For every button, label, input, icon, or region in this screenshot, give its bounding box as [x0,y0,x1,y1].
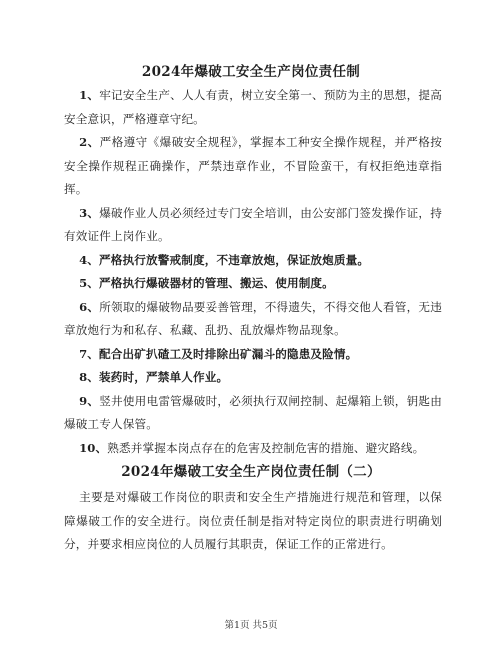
item-text: 严格遵守《爆破安全规程》，掌握本工种安全操作规程，并严格按安全操作规程正确操作，严禁违章作业，不冒险蛮干，有权拒绝违章指挥。 [64,135,442,196]
item-text: 熟悉并掌握本岗点存在的危害及控制危害的措施、避灾路线。 [107,440,425,455]
list-item [64,249,442,273]
item-text: 严格执行爆破器材的管理、搬运、使用制度。 [99,276,334,290]
item-number: 7、 [79,346,100,361]
list-item [64,131,442,202]
list-item [64,84,442,131]
list-item [64,343,442,367]
item-number: 6、 [79,299,100,314]
item-number: 8、 [79,370,100,384]
responsibility-list [64,84,442,460]
item-number: 10、 [79,440,108,455]
document-title: 2024年爆破工安全生产岗位责任制 [141,64,361,80]
section-title-2: 2024年爆破工安全生产岗位责任制（二） [121,464,381,480]
item-text: 所领取的爆破物品要妥善管理，不得遗失，不得交他人看管，无违章放炮行为和私存、私藏、乱扔、乱放爆炸物品现象。 [64,299,442,337]
item-number: 5、 [79,276,100,290]
list-item [64,202,442,249]
item-number: 2、 [79,135,100,149]
intro-paragraph: 主要是对爆破工作岗位的职责和安全生产措施进行规范和管理，以保障爆破工作的安全进行。岗位责任制是指对特定岗位的职责进行明确划分，并要求相应岗位的人员履行其职责，保证工作的正常进行。 [64,490,442,551]
list-item [64,272,442,296]
list-item [64,296,442,343]
list-item [64,366,442,390]
section-2-body [64,486,442,557]
item-number: 4、 [79,252,100,267]
page-footer: 第1页 共5页 [224,620,278,631]
item-text: 装药时，严禁单人作业。 [99,370,229,384]
item-text: 爆破作业人员必须经过专门安全培训，由公安部门签发操作证，持有效证件上岗作业。 [64,205,442,243]
item-number: 9、 [79,393,100,408]
list-item [64,390,442,437]
item-number: 1、 [79,88,100,102]
item-text: 牢记安全生产、人人有责，树立安全第一、预防为主的思想，提高安全意识，严格遵章守纪。 [64,88,442,126]
item-number: 3、 [79,205,100,220]
list-item [64,437,442,461]
item-text: 严格执行放警戒制度，不违章放炮，保证放炮质量。 [99,252,370,267]
item-text: 配合出矿扒碴工及时排除出矿漏斗的隐患及险情。 [99,346,358,361]
item-text: 竖井使用电雷管爆破时，必须执行双闸控制、起爆箱上锁，钥匙由爆破工专人保管。 [64,393,442,431]
